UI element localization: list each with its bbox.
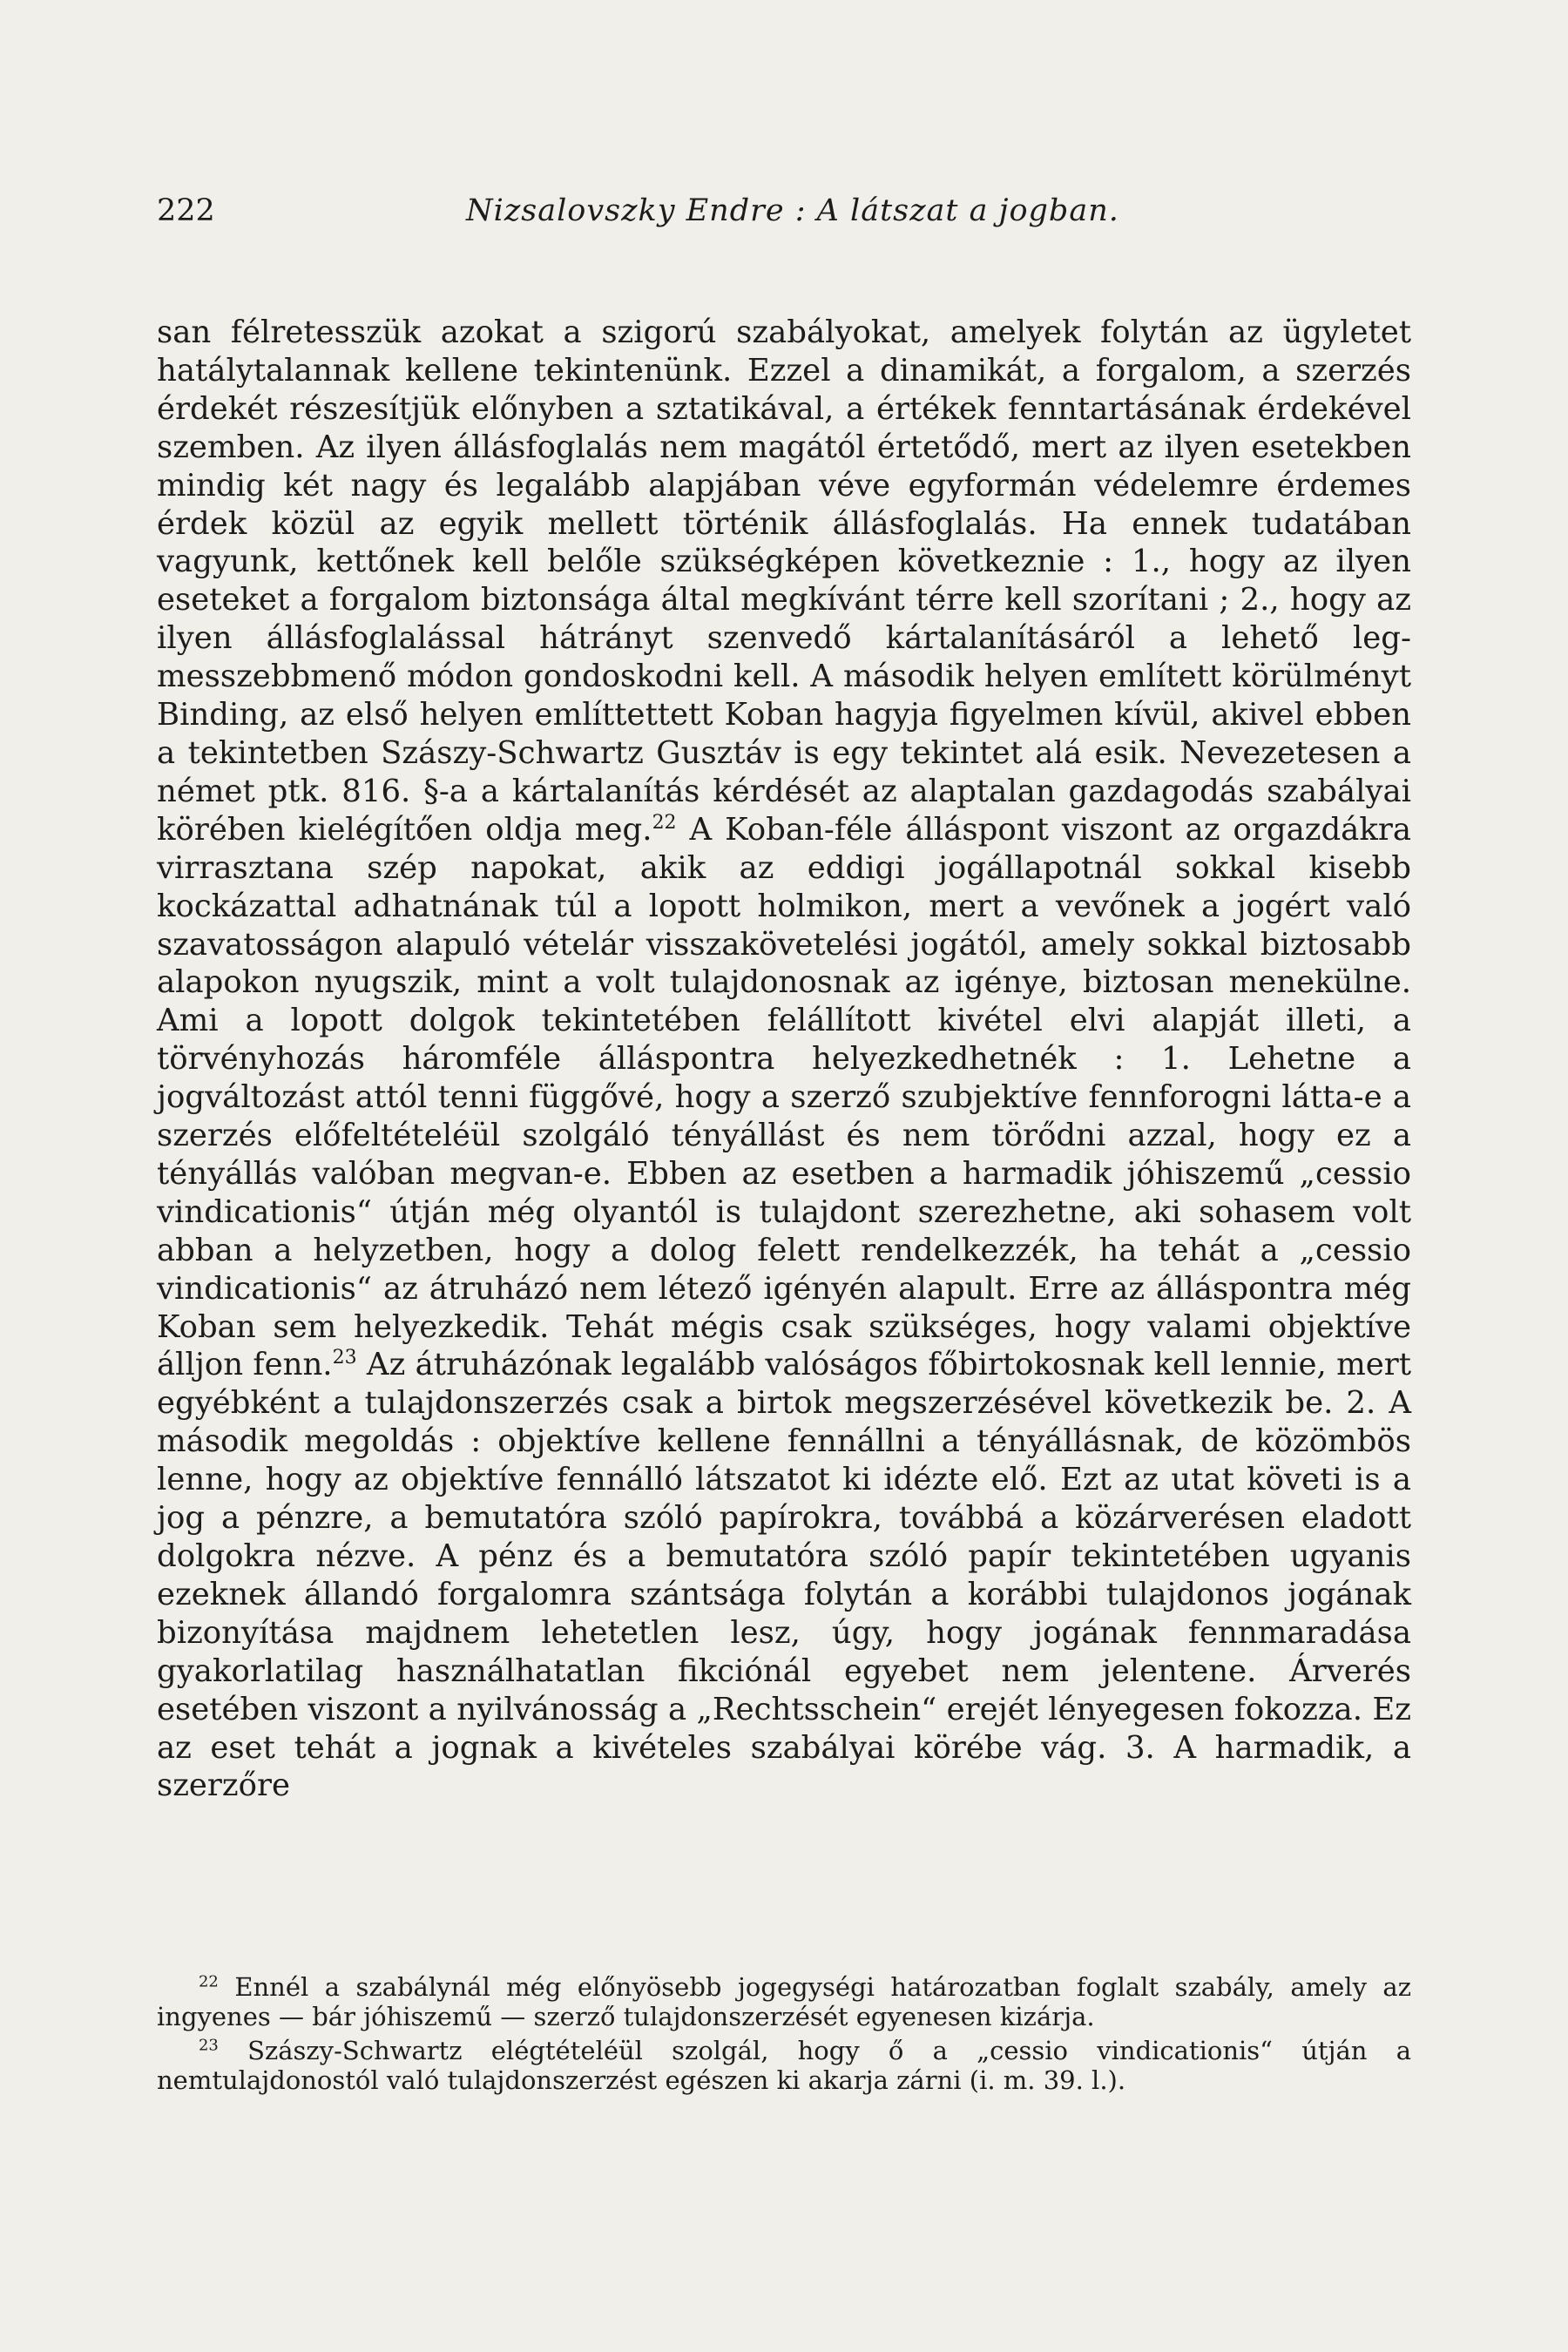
footnotes <box>157 1973 1411 2100</box>
footnote-text: Ennél a szabálynál még előnyösebb jogegységi határozatban foglalt szabály, amely az ingyenes — bár jóhiszemű — szerző tulajdonszerzését egyenesen kizárja. <box>157 1972 1411 2031</box>
body-paragraph <box>157 314 1411 1805</box>
footnote-ref-22: 22 <box>652 811 677 834</box>
page-number: 222 <box>157 193 215 228</box>
running-head: Nizsalovszky Endre : A látszat a jogban. <box>466 193 1119 228</box>
body-text-part-3: Az átruházónak legalább valóságos főbirtokosnak kell lennie, mert egyébként a tulajdonszerzés csak a birtok megszerzésével következik be. 2. A második megoldás : objektíve kellene fennállni a tényállásnak, de közömbös lenne, hogy az objektíve fennálló látszatot ki idézte elő. Ezt az utat követi is a jog a pénzre, a bemutatóra szóló papírokra, továbbá a közárverésen eladott dolgokra nézve. A pénz és a bemutatóra szóló papír tekintetében ugyanis ezeknek állandó forgalomra szántsága folytán a korábbi tulajdonos jogának bizonyítása majdnem lehetetlen lesz, úgy, hogy jogának fennmaradása gyakorlatilag használhatatlan fikciónál egyebet nem jelentene. Árverés esetében viszont a nyilvánosság a „Rechtsschein“ erejét lényegesen fokozza. Ez az eset tehát a jognak a kivételes szabályai körébe vág. 3. A harmadik, a szerzőre <box>157 1347 1412 1804</box>
body-text-part-1: san félretesszük azokat a szigorú szabályokat, amelyek folytán az ügyletet hatálytalannak kellene tekintenünk. Ezzel a dinamikát, a forgalom, a szerzés érdekét részesítjük előnyben a sztatikával, a értékek fenntartásának érdekével szemben. Az ilyen állásfoglalás nem magától értetődő, mert az ilyen esetekben mindig két nagy és legalább alapjában véve egyformán védelemre érdemes érdek közül az egyik mellett történik állásfoglalás. Ha ennek tudatában vagyunk, kettőnek kell belőle szükségképen következnie : 1., hogy az ilyen eseteket a forgalom biztonsága által megkívánt térre kell szorítani ; 2., hogy az ilyen állásfoglalással hátrányt szenvedő kártalanításáról a lehető legmesszebbmenő módon gondoskodni kell. A második helyen említett körülményt Binding, az első helyen említtettett Koban hagyja figyelmen kívül, akivel ebben a tekintetben Szászy-Schwartz Gusztáv is egy tekintet alá esik. Nevezetesen a német ptk. 816. §-a a kártalanítás kérdését az alaptalan gazdagodás szabályai körében kielégítően oldja meg. <box>157 314 1411 848</box>
footnote-22 <box>157 1973 1411 2031</box>
main-text <box>157 314 1411 1805</box>
page-header <box>157 193 1411 237</box>
footnote-text: Szászy-Schwartz elégtételéül szolgál, hogy ő a „cessio vindicationis“ útján a nemtulajdonostól való tulajdonszerzést egészen ki akarja zárni (i. m. 39. l.). <box>157 2036 1411 2095</box>
footnote-23 <box>157 2037 1411 2095</box>
body-text-part-2: A Koban-féle álláspont viszont az orgazdákra virrasztana szép napokat, akik az eddigi jogállapotnál sokkal kisebb kockázattal adhatnának túl a lopott holmikon, mert a vevőnek a jogért való szavatosságon alapuló vételár visszakövetelési jogától, amely sokkal biztosabb alapokon nyugszik, mint a volt tulajdonosnak az igénye, biztosan menekülne. Ami a lopott dolgok tekintetében felállított kivétel elvi alapját illeti, a törvényhozás háromféle álláspontra helyezkedhetnék : 1. Lehetne a jogváltozást attól tenni függővé, hogy a szerző szubjektíve fennforogni látta-e a szerzés előfeltételéül szolgáló tényállást és nem törődni azzal, hogy ez a tényállás valóban megvan-e. Ebben az esetben a harmadik jóhiszemű „cessio vindicationis“ útján még olyantól is tulajdont szerezhetne, aki sohasem volt abban a helyzetben, hogy a dolog felett rendelkezzék, ha tehát a „cessio vindicationis“ az átruházó nem létező igényén alapult. Erre az álláspontra még Koban sem helyezkedik. Tehát mégis csak szükséges, hogy valami objektíve álljon fenn. <box>157 811 1411 1383</box>
footnote-ref-23: 23 <box>332 1347 357 1369</box>
footnote-number: 22 <box>199 1972 219 1991</box>
footnote-number: 23 <box>199 2036 219 2055</box>
